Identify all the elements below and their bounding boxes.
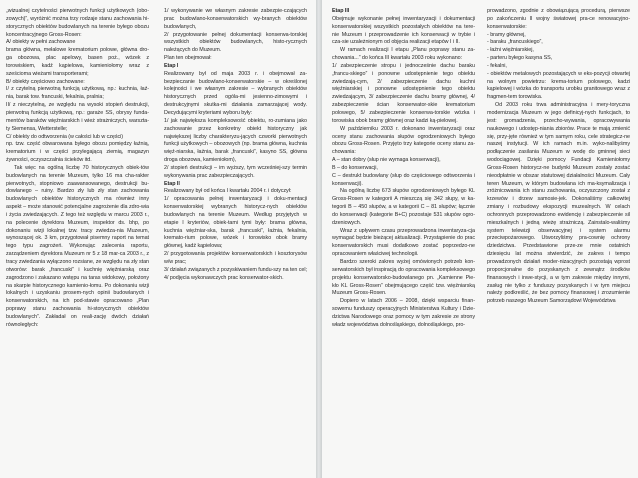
paragraph: I/ z czytelną pierwotną funkcją użytkową, np.: kuchnia, łaź-nia, barak tow. francuski, fekalnia, pralnia; [6, 86, 149, 101]
right-page [322, 0, 638, 478]
section-heading: Etap II [164, 180, 180, 187]
paragraph: Tak więc na ogólną liczbę 70 historycznych obiek-tów budowlanych na terenie Muzeum, tylko 16 ma cha-rakter pierwotnych, stopniowo zaawansowanego, destrukcji bu-dowlanego – ruiny. Bardzo zły lub zły stan zachowania budowlanych obiektów historycznych ma również inny aspekt – może stanowić potencjalne zagrożenie dla zdro-wia i życia zwiedzających. Z tego też względu w marcu 2003 r., na polecenie dyrektora Muzeum, inspektor ds. bhp, po dokonaniu wizji lokalnej tzw. tracy zwiedza-nia Muzeum, wynoszącej ok. 3 km, przygotował pisemny raport na temat tego typu zagrożeń. Wykonując zalecenia raportu, zarządzeniem dyrektora Muzeum nr 5 z 18 mar-ca 2003 r., z tracy zwiedzania wyłączono rozsiane, ze względu na zły stan otworów: barak „francuski” i kuchnię więźniarską oraz zagrodzono i zakazano wstępu na taras widokowy, położony na skarpie historycznego kamienio-łomu. Po dokonaniu wizji lokalnych i uzyskaniu prosem-nych opinii budowlanych i konserwatorskich, na ich pod-stawie opracowano „Plan poprawy stanu zachowania hi-storycznych obiektów budowlanych”. Zakładał on reali-zację dwóch działań równoległych: [6, 164, 149, 328]
paragraph: - obiektów metalowych pozostających w eks-pozycji otwartej na wolnym powietrzu: krema-torium polowego, kadzi kąpielowej i wózka do transportu urobku granitowego wraz z fragmen-tem torowiska. [487, 70, 630, 101]
paragraph: Bardzo szeroki zakres wyżej omówionych potrzeb kon-serwatorskich był inspiracją do opracowania kompleksowego projektu konserwatorsko-budowlanego pn. „Kamienne Pie-kło KL Gross-Rosen” obejmującego część tzw. więźniarską Muzeum Gross-Rosen. [332, 259, 475, 297]
paragraph: 1/ jak największa kompleksowość obiektu, ro-zumiana jako zachowanie przez konkretny obiekt historyczny jak największej liczby charakteryzu-jących czworki pierwotnych funkcji użytkowych – obozowych (np. brama główna, kuchnia więź-niarska, łaźnia, barak „francuski”, kasyno SS, główna droga obozowa, kamieniołom), [164, 117, 307, 164]
paragraph: B – do konserwacji, [332, 164, 378, 171]
paragraph: 4/ podjęcia wykonawczych prac konserwator-skich. [164, 274, 284, 281]
section-heading: Etap III [332, 8, 350, 14]
section-heading: Etap I [164, 62, 179, 69]
paragraph: Dopiero w latach 2006 – 2008, dzięki wsparciu finan-sowemu funduszy operacyjnych Ministerstwa Kultury i Dzie-dzictwa Narodowego oraz pomocy w tym zakresie ze strony władz województwa dolnośląskiego, dolnośląskiego, pro- [332, 298, 475, 328]
paragraph: np. tzw. część obwarowana byłego obozu pomiędzy łaźnią, krematorium i w części przylegającą ziemią, magazyn żywności, oczyszczalnia ścieków itd. [6, 141, 149, 164]
paragraph: Wraz z upływem czasu przeprowadzona inwentaryza-cja wymagać będzie bieżącej aktualizacji. Przystąpienie do prac konserwatorskich musi dodatkowo zostać poprzedzo-ne opracowaniem właściwej technologii. [332, 227, 475, 258]
paragraph: A – stan dobry (słup nie wymaga konserwacji), [332, 157, 441, 164]
paragraph: 2/ przygotowania projektów konserwatorskich i kosztorysów w/w prac; [164, 251, 307, 265]
left-page-column-1 [6, 8, 149, 474]
paragraph: 1/ zabezpieczenie stropu i jednocześnie dachu baraku „francu-skiego” i ponowne udostępnienie tego obiektu zwiedzają-cym, 2/ zabezpieczenie dachu kuchni więźniarskiej i ponowne udostępnienie tego obiektu zwiedzającym, 3/ zabezpieczenie dachu bramy głównej, 4/ zabezpieczenie ścian konserwator-skie krematorium polowego, 5/ zabezpieczenie konserwa-torskie wózka i torowiska obok bramy głównej oraz kadzi ką-pielowej. [332, 62, 475, 124]
paragraph: Realizowany był od końca I kwartału 2004 r. i dotyczył: [164, 188, 292, 195]
paragraph: W październiku 2003 r. dokonano inwentaryzacji oraz oceny stanu zachowania słupów ogrodzeniowych byłego obozu Gross-Rosen. Przyjęto trzy kategorie oceny stanu za-chowania: [332, 125, 475, 156]
paragraph: - łaźni więźniarskiej, [487, 47, 534, 54]
paragraph: 2/ przygotowanie pełnej dokumentacji konserwa-torskiej wszystkich obiektów budowlanych, histo-rycznych należących do Muzeum. [164, 31, 307, 54]
paragraph: W ramach realizacji I etapu „Planu poprawy stanu za-chowania...” do końca III kwartału 2003 roku wykonano: [332, 47, 475, 62]
paragraph: C/ obiekty do odtworzenia (w całości lub w części) [6, 133, 124, 140]
paragraph: 2/ stopień destrukcji – im wyższy, tym wcześniej-szy termin wykonywania prac zabezpieczających. [164, 164, 307, 179]
left-page [0, 0, 316, 478]
paragraph: 1/ wykonywanie we własnym zakresie zabezpie-czających prac budowlano-konserwatorskich wy-branych obiektów budowlanych, [164, 8, 307, 30]
right-page-column-2 [487, 8, 630, 474]
paragraph: Plan ten obejmował: [164, 55, 212, 62]
left-page-column-2 [164, 8, 307, 474]
paragraph: Realizowany był od maja 2003 r. i obejmował za-bezpieczanie budowlano-konserwatorskie – w określonej kolejności i we własnym zakresie – wybranych obiektów historycznych przed ogóla-mi jesienno-zimowymi i destrukcyjnymi skutka-mi działania zamarzającej wody. Decydującymi kryteriami wyboru były: [164, 70, 307, 116]
paragraph: „wizualnej czytelności pierwotnych funkcji użytkowych (obo-zowych)”, wyróżnić można trzy rodzaje stanu zachowania hi-storycznych obiektów budowlanych na terenie byłego obozu koncentracyjnego Gross-Rosen: [6, 8, 149, 38]
paragraph: C – destrukt budowlany (słup do częściowego odtworzenia i konserwacji). [332, 172, 475, 187]
paragraph: brama główna, mełalowe krematorium polowe, główna dro-ga obozowa, plac apelowy, basen poż., wózek z torowiskiem, kadź kąpielowa, kamieniołomy wraz z sześcioma wieżami transporterami; [6, 47, 149, 77]
paragraph: A/ obiekty w pełni zachowane [6, 39, 76, 46]
paragraph: Od 2003 roku trwa administracyjna i mery-toryczna modernizacja Muzeum w jego definicyj-nych funkcjach, to jest: gromadzenia, przecho-wywania, opracowywania naukowego i udostęp-niania zbiorów. Prace te mają zmienić się, przy-jęte również w tym samym roku, cele strategicz-ne naszej instytucji. W ich ramach m.in. wyko-nalibyśmy podłączenie zasilania Muzeum w wodę do gminnej sieci wodociągowej. Dzięki pomocy Fundacji Kamieniołomy Gross-Rosen historycz-ne budynki Muzeum zostały zostać nieodpłatnie w obszar statutowej działalności Muzeum. Cały teren Muzeum, w którym budowlana ich ma-ksymalizacja i zróżnicowania ich stanu zachowania, oczyszczony został z krzewów i drzew samosie-jek. Dokonaliśmy całkowitej zmiany i rozbudowy ekspozycji muzealnych. W celach ochronnych przeprowadzono ewidencję i zabezpieczenie sil mieszkalnych i jedną wieżę strażniczą. Zainstalo-waliśmy system telewizji obserwacyjnej i system alarmu przeciwpożarowego. Utworzyliśmy pra-cownię ochrony dziedzictwa. Przedstawione prze-ze mnie ostatnich dziesięciu lat można stwierdzić, że zakres i tempo prowadzonych działań moder-nizacyjnych pozostają wprost proporcjonalne do pozyskanych z zewnątrz środków finansowych i inwe-stycji, a w tym zakresie między innymi, zasług nie tylko z funduszy pozyskanych i w tym miejscu należy podkreślić, że bez pomocy finansowej i zrozumienie potrzeb naszego Muzeum Samorządowi Województwa [487, 102, 630, 305]
paragraph: prowadzono, zgodnie z obowiązującą procedurą, pierwsze po zakończeniu II wojny światowej pra-ce renowacyjno-konserwatorskie: [487, 8, 630, 30]
paragraph: 3/ działań związanych z pozyskiwaniem fundu-szy na ten cel; [164, 266, 307, 273]
paragraph: Obejmuje wykonanie pełnej inwentaryzacji i dokumentacji konserwatorskiej wszystkich pozostałych obiektów na tere-nie Muzeum i przeprowadzenie ich konserwacji w trybie i cza-sie uzależnionym od objęcia realizacji etapów I i II. [332, 15, 475, 46]
paragraph: - bramy głównej, [487, 31, 526, 38]
paragraph: 1/ opracowania pełnej inwentaryzacji i doku-mentacji konserwatorskiej wybranych historycz-nych obiektów budowlanych na terenie Muzeum. Według przyjętych w etapie I kryteriów, obiek-tami tymi były: brama główna, kuchnia więźniar-ska, barak „francuski”, łaźnia, fekalnia, kremato-rium polowe, wózek i torowisko obok bramy głównej, kadź kąpielowa; [164, 196, 307, 250]
paragraph: II/ z nieczytelną, ze względu na wysoki stopień destrukcji, pierwotną funkcją użytkową, np.: garaże SS, obrysy funda-mentów baraków więźniarskich i wież strażniczych, warszta-ty Siemensa, Wetterstelle; [6, 102, 149, 132]
paragraph: - fekalni, [487, 62, 507, 69]
paragraph: - parteru byłego kasyna SS, [487, 55, 553, 62]
paragraph: - baraku „francuskiego”, [487, 39, 543, 46]
paragraph: B/ obiekty częściowo zachowane: [6, 78, 85, 85]
right-page-column-1 [332, 8, 475, 474]
paragraph: Na ogólną liczbę 673 słupów ogrodzeniowych byłego KL Gross-Rosen w kategorii A mieszczą się 342 słupy, w ka-tegorii B – 450 słupów, a w kategorii C – 81 słupów; łącznie do konserwacji (kategorie B+C) pozostaje 531 słupów ogro-dzeniowych. [332, 188, 475, 226]
